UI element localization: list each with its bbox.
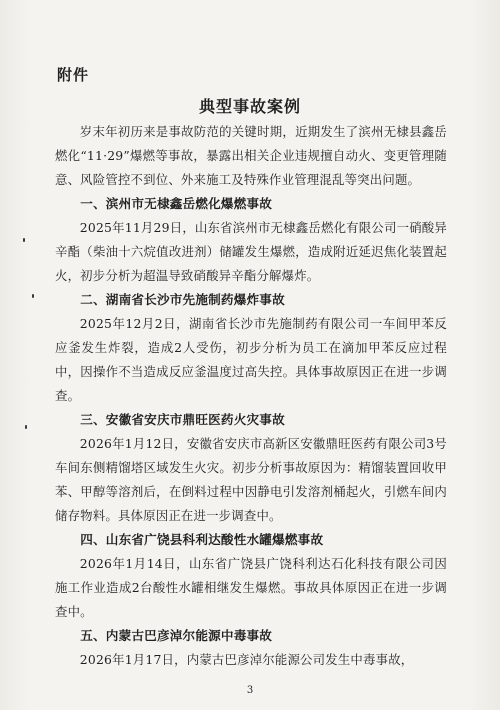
case-text-3: 2026年1月12日，安徽省安庆市高新区安徽鼎旺医药有限公司3号车间东侧精馏塔区域发生火灾。初步分析事故原因为：精馏装置回收甲苯、甲醇等溶剂后，在倒料过程中因静电引发溶剂桶起火，引燃车间内储存物料。具体原因正在进一步调查中。 bbox=[55, 436, 447, 523]
page-number: 3 bbox=[246, 685, 254, 696]
case-text-2: 2025年12月2日，湖南省长沙市先施制药有限公司一车间甲苯反应釜发生炸裂，造成2人受伤，初步分析为员工在滴加甲苯反应过程中，因操作不当造成反应釜温度过高失控。具体事故原因正在进一步调查。 bbox=[55, 316, 447, 403]
margin-mark bbox=[25, 425, 27, 429]
margin-mark bbox=[23, 238, 25, 242]
margin-mark bbox=[32, 294, 34, 298]
attachment-label: 附件 bbox=[57, 66, 90, 84]
case-text-4: 2026年1月14日，山东省广饶县广饶科利达石化科技有限公司因施工作业造成2台酸性水罐相继发生爆燃。事故具体原因正在进一步调查中。 bbox=[55, 556, 447, 619]
case-heading-4: 四、山东省广饶县科利达酸性水罐爆燃事故 bbox=[80, 532, 324, 547]
case-heading-5: 五、内蒙古巴彦淖尔能源中毒事故 bbox=[80, 628, 273, 643]
document-body bbox=[55, 120, 447, 672]
case-text-5: 2026年1月17日，内蒙古巴彦淖尔能源公司发生中毒事故， bbox=[79, 652, 414, 667]
case-heading-2: 二、湖南省长沙市先施制药爆炸事故 bbox=[80, 292, 285, 307]
case-heading-3: 三、安徽省安庆市鼎旺医药火灾事故 bbox=[80, 412, 285, 427]
case-heading-1: 一、滨州市无棣鑫岳燃化爆燃事故 bbox=[80, 196, 273, 211]
case-text-1: 2025年11月29日，山东省滨州市无棣鑫岳燃化有限公司一硝酸异辛酯（柴油十六烷值改进剂）储罐发生爆燃，造成附近延迟焦化装置起火，初步分析为超温导致硝酸异辛酯分解爆炸。 bbox=[55, 220, 447, 283]
document-title: 典型事故案例 bbox=[198, 97, 301, 116]
intro-paragraph: 岁末年初历来是事故防范的关键时期，近期发生了滨州无棣县鑫岳燃化“11·29”爆燃等事故，暴露出相关企业违规擅自动火、变更管理随意、风险管控不到位、外来施工及特殊作业管理混乱等突出问题。 bbox=[55, 124, 447, 187]
